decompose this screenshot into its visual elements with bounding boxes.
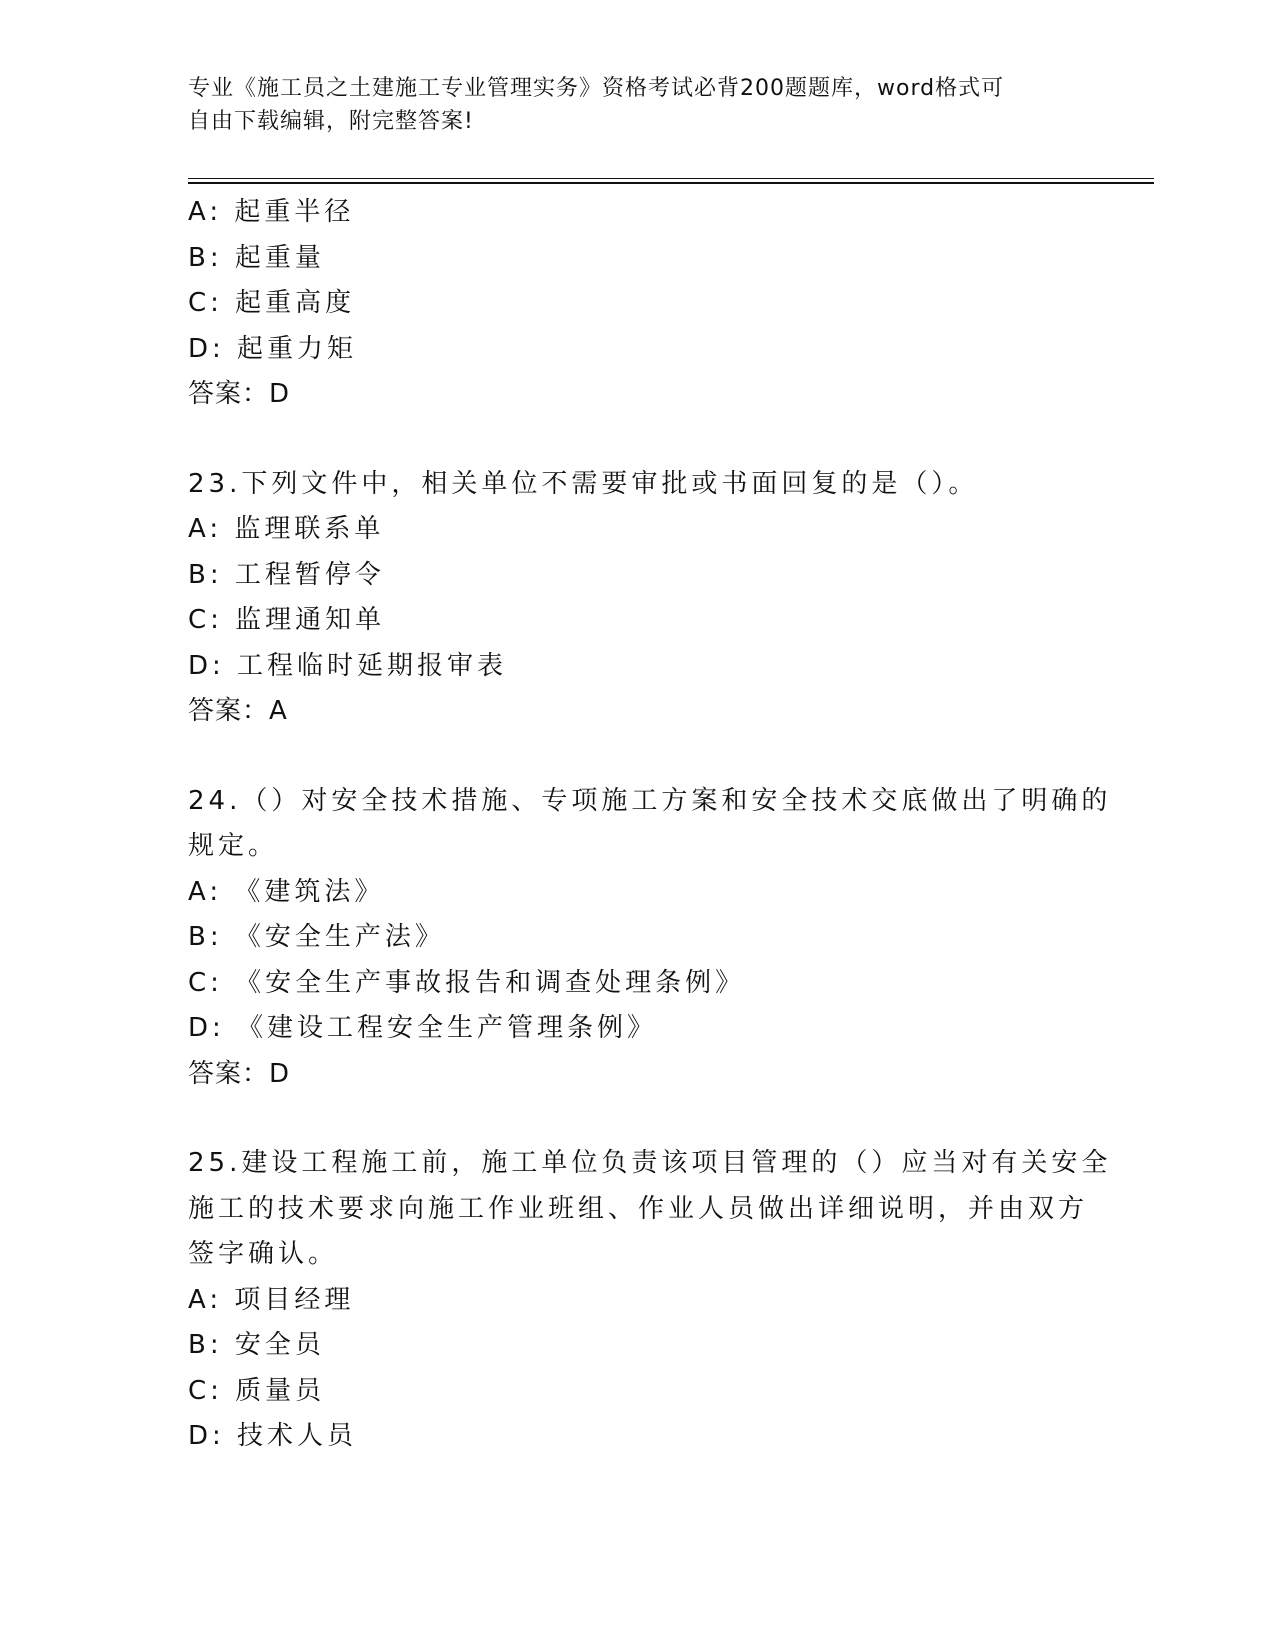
option-b: B: 起重量 — [188, 242, 325, 273]
option-a: A: 起重半径 — [188, 197, 355, 227]
option-c: C: 监理通知单 — [188, 605, 386, 635]
option-a: A: 监理联系单 — [188, 514, 385, 544]
header-title-line-1: 专业《施工员之土建施工专业管理实务》资格考试必背200题题库，word格式可 — [188, 76, 1005, 101]
option-c: C: 质量员 — [188, 1375, 326, 1406]
option-a: A: 《建筑法》 — [188, 876, 385, 907]
question-text-line-3: 签字确认。 — [188, 1239, 339, 1269]
question-text-line-1: 25.建设工程施工前，施工单位负责该项目管理的（）应当对有关安全 — [188, 1148, 1112, 1178]
question-22-continued — [188, 190, 1088, 418]
option-d: D: 起重力矩 — [188, 333, 358, 364]
question-25 — [188, 1141, 1112, 1460]
option-a: A: 项目经理 — [188, 1284, 355, 1315]
header-title-line-2: 自由下载编辑，附完整答案! — [188, 109, 474, 134]
option-d: D: 《建设工程安全生产管理条例》 — [188, 1013, 658, 1043]
answer: 答案：A — [188, 696, 288, 726]
option-c: C: 起重高度 — [188, 288, 356, 318]
question-text-line-1: 24.（）对安全技术措施、专项施工方案和安全技术交底做出了明确的 — [188, 785, 1112, 816]
question-text-line-2: 规定。 — [188, 831, 279, 861]
option-b: B: 安全员 — [188, 1330, 325, 1360]
question-23 — [188, 462, 1088, 735]
question-24 — [188, 779, 1112, 1098]
option-c: C: 《安全生产事故报告和调查处理条例》 — [188, 967, 746, 998]
option-b: B: 《安全生产法》 — [188, 922, 445, 952]
header-rule-thick — [188, 182, 1154, 184]
option-d: D: 工程临时延期报审表 — [188, 650, 508, 681]
option-b: B: 工程暂停令 — [188, 559, 385, 590]
document-header — [188, 72, 1068, 138]
question-text: 23.下列文件中，相关单位不需要审批或书面回复的是（）。 — [188, 468, 979, 499]
question-list — [188, 190, 1112, 1460]
option-d: D: 技术人员 — [188, 1421, 358, 1451]
answer: 答案：D — [188, 1058, 291, 1089]
header-rule-thin — [188, 178, 1154, 179]
answer: 答案：D — [188, 379, 291, 409]
question-text-line-2: 施工的技术要求向施工作业班组、作业人员做出详细说明，并由双方 — [188, 1193, 1089, 1224]
